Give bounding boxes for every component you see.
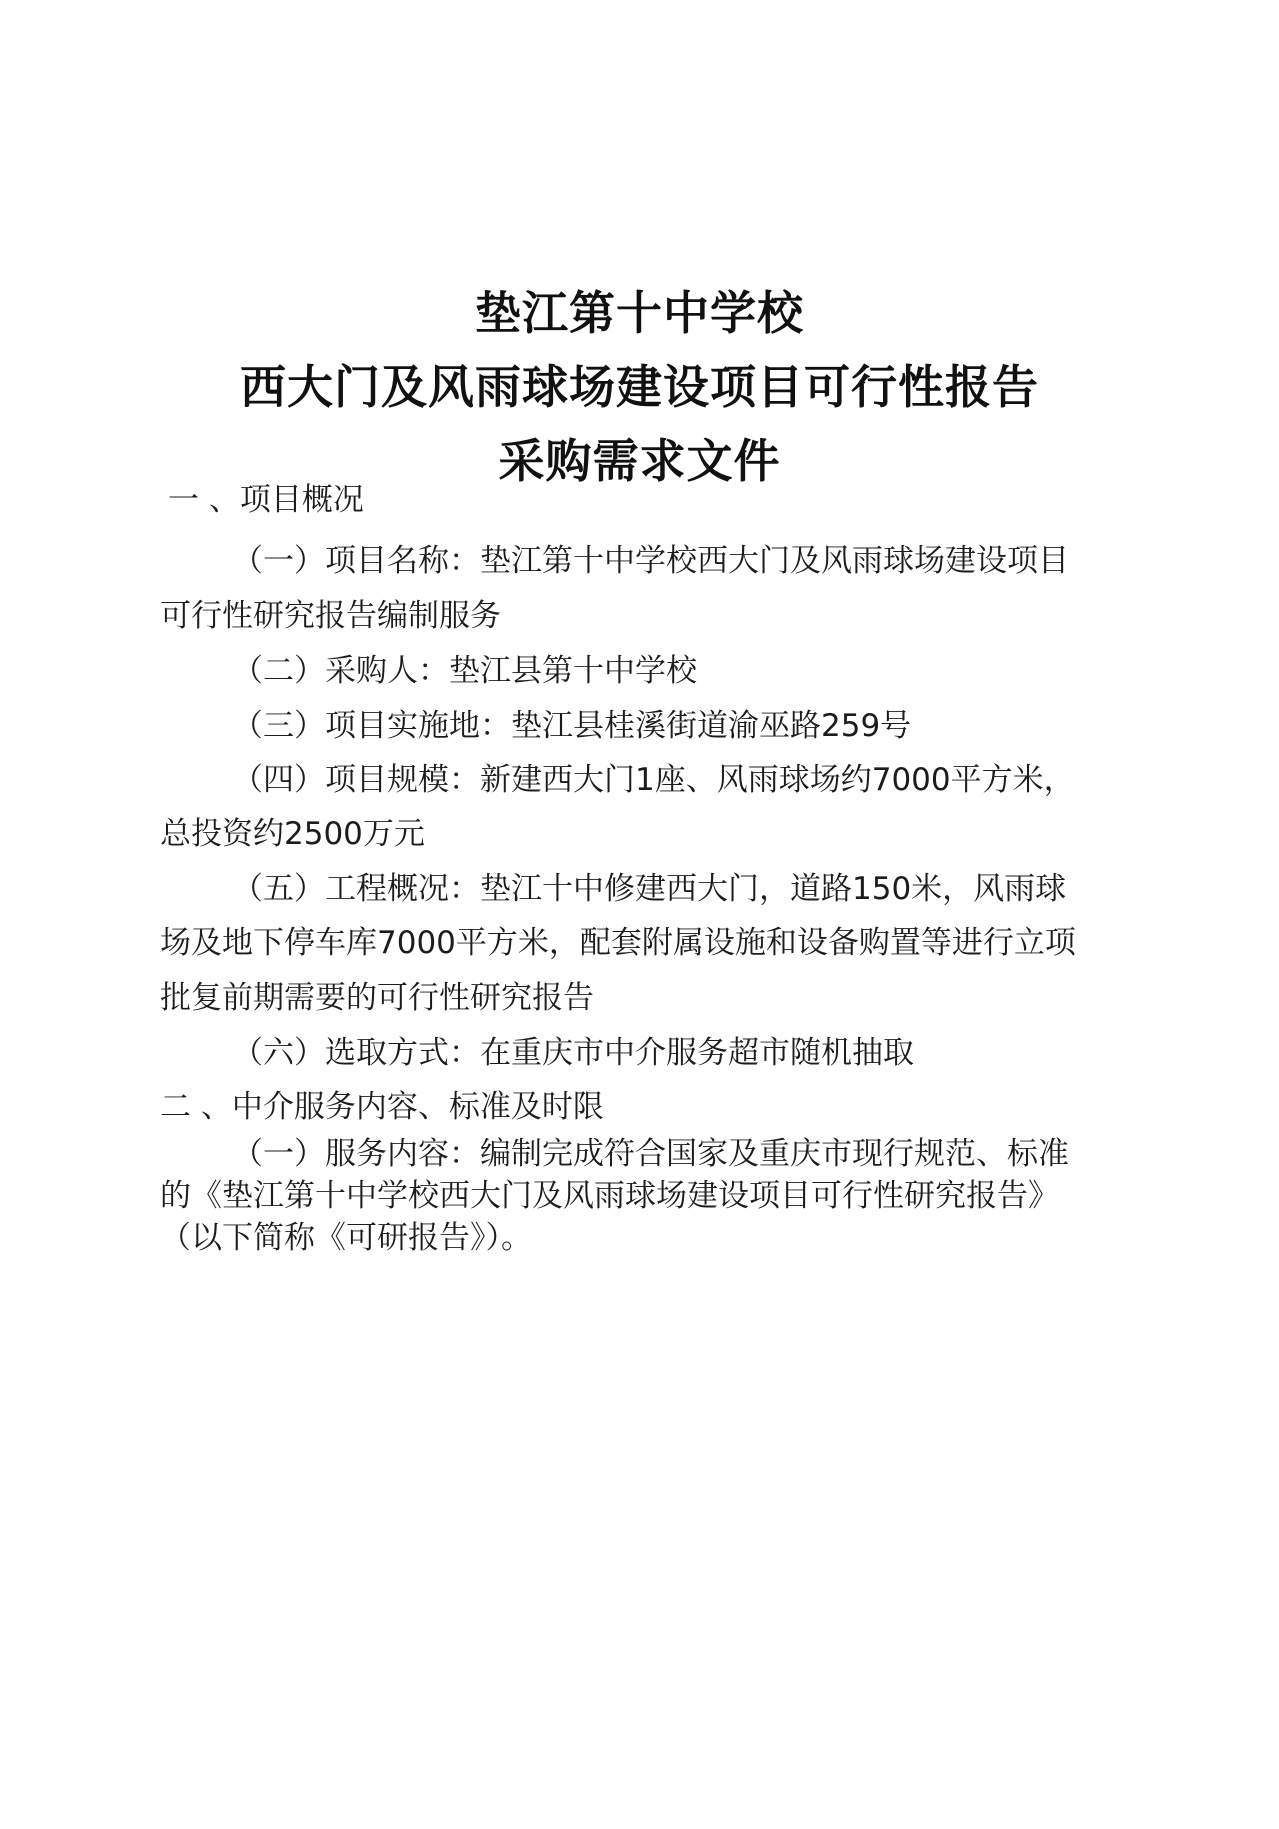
document-title [0, 286, 1279, 512]
item-service-content-cont-2: （以下简称《可研报告》）。 [160, 1220, 532, 1256]
title-line-doc-type: 采购需求文件 [498, 434, 781, 488]
item-overview: （五）工程概况：垫江十中修建西大门，道路150米，风雨球 [232, 871, 1067, 907]
item-project-name-cont: 可行性研究报告编制服务 [160, 598, 501, 634]
section-heading-1: 一 、项目概况 [168, 482, 364, 518]
item-scale-cont: 总投资约2500万元 [160, 816, 425, 852]
title-line-project: 西大门及风雨球场建设项目可行性报告 [240, 360, 1039, 414]
section-heading-2: 二 、中介服务内容、标准及时限 [160, 1089, 604, 1125]
item-scale: （四）项目规模：新建西大门1座、风雨球场约7000平方米， [232, 762, 1075, 798]
item-service-content: （一）服务内容：编制完成符合国家及重庆市现行规范、标准 [232, 1136, 1069, 1172]
item-overview-cont-2: 批复前期需要的可行性研究报告 [160, 980, 594, 1016]
title-line-school: 垫江第十中学校 [475, 286, 804, 340]
item-location: （三）项目实施地：垫江县桂溪街道渝巫路259号 [232, 708, 912, 744]
item-service-content-cont-1: 的《垫江第十中学校西大门及风雨球场建设项目可行性研究报告》 [160, 1178, 1059, 1214]
item-overview-cont-1: 场及地下停车库7000平方米，配套附属设施和设备购置等进行立项 [160, 925, 1076, 961]
item-selection: （六）选取方式：在重庆市中介服务超市随机抽取 [232, 1035, 914, 1071]
item-project-name: （一）项目名称：垫江第十中学校西大门及风雨球场建设项目 [232, 543, 1069, 579]
item-purchaser: （二）采购人：垫江县第十中学校 [232, 653, 697, 689]
